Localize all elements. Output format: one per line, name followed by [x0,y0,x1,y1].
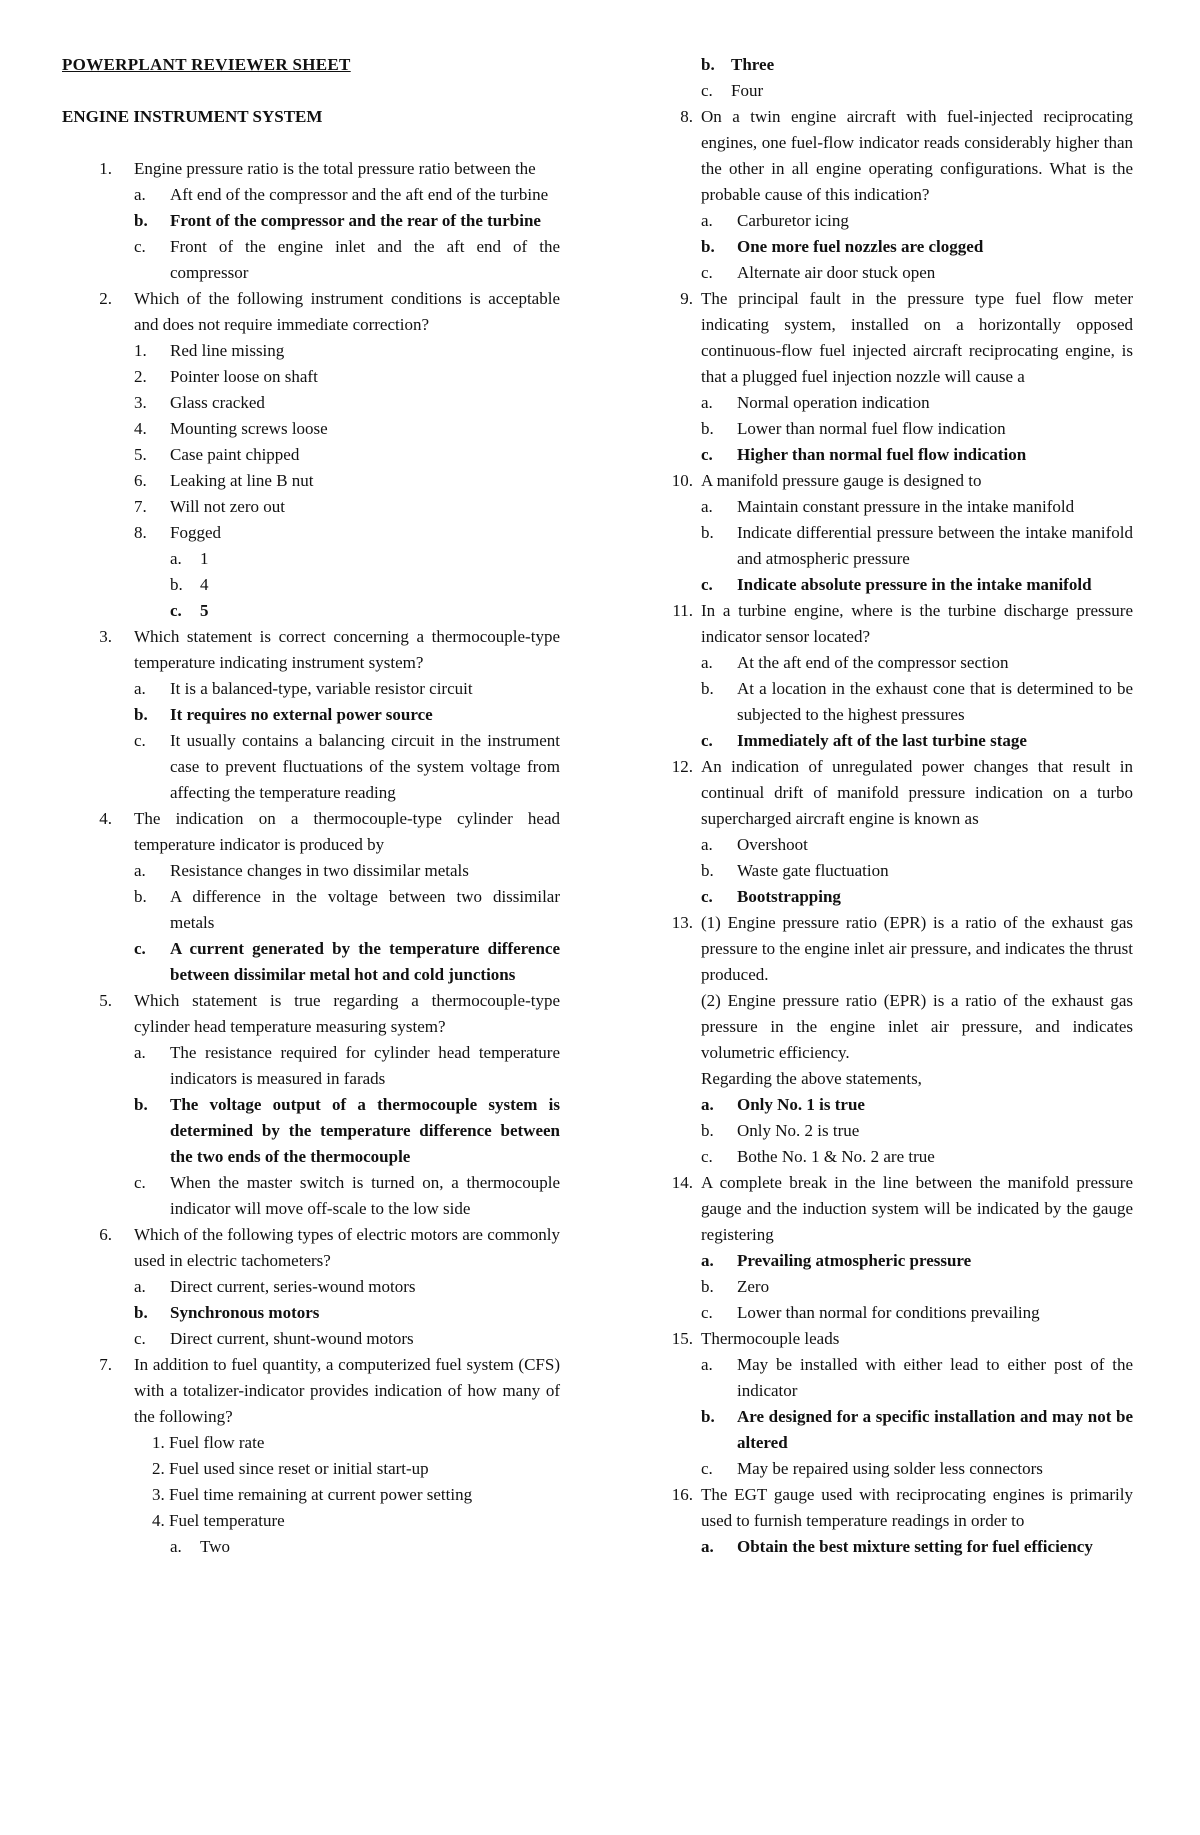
option-letter: c. [701,445,713,464]
option-text: Three [731,55,775,74]
option-letter: c. [134,1173,146,1192]
option-text: Bothe No. 1 & No. 2 are true [737,1147,935,1166]
option-letter: b. [701,419,714,438]
question-15 [665,1326,1133,1352]
option-text: Direct current, shunt-wound motors [170,1329,414,1348]
option-letter: c. [701,263,713,282]
option-letter: c. [701,1459,713,1478]
option-letter: b. [701,1277,714,1296]
question-9 [665,286,1133,390]
question-number: 15. [671,1329,693,1348]
option-letter: b. [701,679,714,698]
option-text: May be repaired using solder less connectors [737,1459,1043,1478]
option-a [665,1352,1133,1404]
option-text: At a location in the exhaust cone that is determined to be subjected to the highest pressures [737,679,1133,724]
option-c-correct [62,936,560,988]
option-letter: c. [134,237,146,256]
option-b [665,1118,1133,1144]
totalizer-item [62,1482,560,1508]
option-text: The resistance required for cylinder head temperature indicators is measured in farads [170,1043,560,1088]
option-a [665,208,1133,234]
option-text: A difference in the voltage between two dissimilar metals [170,887,560,932]
option-b-correct [665,52,1133,78]
question-16 [665,1482,1133,1534]
item-number: 7. [134,497,147,516]
question-number: 6. [99,1225,112,1244]
item-number: 5. [134,445,147,464]
option-c [62,1170,560,1222]
option-b-correct [62,208,560,234]
question-number: 8. [680,107,693,126]
totalizer-item [62,1508,560,1534]
option-letter: a. [134,1277,146,1296]
option-a [62,676,560,702]
question-text: In addition to fuel quantity, a computerized fuel system (CFS) with a totalizer-indicator provides indication of how many of the following? [134,1355,560,1426]
option-c [665,1144,1133,1170]
right-column [665,52,1133,1560]
condition-item [62,364,560,390]
question-7 [62,1352,560,1430]
question-number: 14. [671,1173,693,1192]
option-b [665,520,1133,572]
option-text: Normal operation indication [737,393,930,412]
option-letter: b. [134,887,147,906]
question-14 [665,1170,1133,1248]
option-a-correct [665,1248,1133,1274]
question-12 [665,754,1133,832]
question-text: Which of the following instrument conditions is acceptable and does not require immediate correction? [134,289,560,334]
question-number: 12. [671,757,693,776]
option-text: Synchronous motors [170,1303,320,1322]
option-c [62,728,560,806]
option-text: Zero [737,1277,770,1296]
condition-item [62,494,560,520]
question-10 [665,468,1133,494]
option-letter: b. [134,705,148,724]
option-letter: c. [134,1329,146,1348]
option-text: Prevailing atmospheric pressure [737,1251,972,1270]
option-letter: c. [134,939,146,958]
option-c [62,234,560,286]
document-title: POWERPLANT REVIEWER SHEET [62,55,351,74]
option-text: 1 [200,549,209,568]
item-text: Glass cracked [170,393,265,412]
option-text: May be installed with either lead to either post of the indicator [737,1355,1133,1400]
option-letter: b. [701,55,715,74]
option-text: Front of the compressor and the rear of the turbine [170,211,541,230]
item-text: Mounting screws loose [170,419,328,438]
option-a [665,390,1133,416]
option-letter: c. [701,575,713,594]
question-statement-2: (2) Engine pressure ratio (EPR) is a ratio of the exhaust gas pressure in the engine inlet air pressure, and indicates volumetric efficiency. [701,991,1133,1062]
question-text: The EGT gauge used with reciprocating engines is primarily used to furnish temperature readings in order to [701,1485,1133,1530]
totalizer-item [62,1430,560,1456]
option-a-correct [665,1092,1133,1118]
option-letter: b. [134,1095,148,1114]
option-text: Resistance changes in two dissimilar metals [170,861,469,880]
option-a [62,1534,560,1560]
option-letter: b. [134,1303,148,1322]
option-letter: a. [170,549,182,568]
option-text: Bootstrapping [737,887,841,906]
option-letter: c. [701,887,713,906]
question-11 [665,598,1133,650]
question-text: A complete break in the line between the manifold pressure gauge and the induction system will be indicated by the gauge registering [701,1173,1133,1244]
option-b [665,416,1133,442]
question-1 [62,156,560,182]
question-number: 10. [671,471,693,490]
option-letter: b. [701,1407,715,1426]
item-text: 3. Fuel time remaining at current power setting [152,1485,473,1504]
option-c-correct [665,572,1133,598]
option-letter: a. [701,393,713,412]
option-c [62,1326,560,1352]
option-c-correct [665,884,1133,910]
option-text: Only No. 2 is true [737,1121,860,1140]
option-letter: a. [701,497,713,516]
option-b [62,884,560,936]
option-text: Obtain the best mixture setting for fuel efficiency [737,1537,1093,1556]
question-number: 11. [672,601,693,620]
question-number: 4. [99,809,112,828]
option-a [62,858,560,884]
option-letter: a. [701,835,713,854]
question-number: 3. [99,627,112,646]
option-text: It requires no external power source [170,705,433,724]
question-text: (1) Engine pressure ratio (EPR) is a ratio of the exhaust gas pressure to the engine inlet air pressure, and indicates the thrust produced. [701,913,1133,984]
question-text: Engine pressure ratio is the total pressure ratio between the [134,159,536,178]
option-text: Lower than normal fuel flow indication [737,419,1006,438]
option-letter: a. [701,1251,714,1270]
option-text: Direct current, series-wound motors [170,1277,416,1296]
option-letter: a. [134,861,146,880]
option-letter: a. [701,653,713,672]
option-letter: a. [701,1537,714,1556]
option-text: Are designed for a specific installation and may not be altered [737,1407,1133,1452]
item-text: 2. Fuel used since reset or initial start-up [152,1459,429,1478]
option-letter: c. [701,731,713,750]
option-b-correct [62,1300,560,1326]
item-number: 3. [134,393,147,412]
option-a [665,650,1133,676]
question-3 [62,624,560,676]
condition-item [62,390,560,416]
item-text: 4. Fuel temperature [152,1511,285,1530]
question-4 [62,806,560,858]
option-a [62,1040,560,1092]
question-text: The indication on a thermocouple-type cylinder head temperature indicator is produced by [134,809,560,854]
option-c-correct [665,442,1133,468]
question-number: 5. [99,991,112,1010]
option-letter: c. [701,81,713,100]
option-b [62,572,560,598]
question-text: Which of the following types of electric motors are commonly used in electric tachometers? [134,1225,560,1270]
option-letter: b. [134,211,148,230]
item-number: 8. [134,523,147,542]
option-text: One more fuel nozzles are clogged [737,237,984,256]
question-text: The principal fault in the pressure type fuel flow meter indicating system, installed on a horizontally opposed continuous-flow fuel injected aircraft reciprocating engine, is that a plugged fuel injection nozzle will cause a [701,289,1133,386]
item-text: 1. Fuel flow rate [152,1433,265,1452]
item-text: Will not zero out [170,497,285,516]
option-b-correct [62,702,560,728]
question-text: Which statement is true regarding a thermocouple-type cylinder head temperature measuring system? [134,991,560,1036]
option-b [665,676,1133,728]
option-b-correct [665,1404,1133,1456]
option-letter: a. [701,1355,713,1374]
question-number: 13. [671,913,693,932]
option-text: Four [731,81,764,100]
question-text: In a turbine engine, where is the turbine discharge pressure indicator sensor located? [701,601,1133,646]
option-c [665,78,1133,104]
option-letter: b. [701,861,714,880]
option-text: Immediately aft of the last turbine stage [737,731,1027,750]
option-a [62,182,560,208]
question-prompt: Regarding the above statements, [701,1069,922,1088]
option-letter: b. [170,575,183,594]
option-text: It usually contains a balancing circuit in the instrument case to prevent fluctuations of the system voltage from affecting the temperature reading [170,731,560,802]
option-letter: c. [170,601,182,620]
option-text: Carburetor icing [737,211,849,230]
option-b [665,858,1133,884]
option-c-correct [665,728,1133,754]
option-text: Higher than normal fuel flow indication [737,445,1027,464]
item-text: Fogged [170,523,221,542]
question-text: On a twin engine aircraft with fuel-injected reciprocating engines, one fuel-flow indicator reads considerably higher than the other in all engine operating configurations. What is the probable cause of this indication? [701,107,1133,204]
option-a [62,546,560,572]
question-text: Which statement is correct concerning a thermocouple-type temperature indicating instrument system? [134,627,560,672]
option-c-correct [62,598,560,624]
option-letter: a. [134,679,146,698]
condition-item [62,442,560,468]
option-text: Two [200,1537,230,1556]
option-c [665,260,1133,286]
option-text: 5 [200,601,209,620]
option-letter: a. [701,211,713,230]
item-text: Pointer loose on shaft [170,367,318,386]
question-number: 7. [99,1355,112,1374]
option-text: Only No. 1 is true [737,1095,865,1114]
item-number: 6. [134,471,147,490]
option-text: At the aft end of the compressor section [737,653,1009,672]
option-text: Overshoot [737,835,808,854]
option-letter: a. [701,1095,714,1114]
section-title: ENGINE INSTRUMENT SYSTEM [62,107,323,126]
option-a [62,1274,560,1300]
option-text: Alternate air door stuck open [737,263,936,282]
option-text: Lower than normal for conditions prevailing [737,1303,1040,1322]
question-number: 16. [671,1485,693,1504]
option-letter: a. [134,185,146,204]
option-text: The voltage output of a thermocouple system is determined by the temperature difference between the two ends of the thermocouple [170,1095,560,1166]
option-letter: b. [701,1121,714,1140]
question-2 [62,286,560,338]
option-text: Front of the engine inlet and the aft end of the compressor [170,237,560,282]
option-text: Aft end of the compressor and the aft end of the turbine [170,185,549,204]
item-number: 4. [134,419,147,438]
left-column [62,52,560,1560]
option-text: Indicate differential pressure between the intake manifold and atmospheric pressure [737,523,1133,568]
option-a [665,494,1133,520]
item-text: Leaking at line B nut [170,471,314,490]
option-letter: c. [134,731,146,750]
option-a-correct [665,1534,1133,1560]
item-text: Case paint chipped [170,445,300,464]
condition-item [62,338,560,364]
option-text: Waste gate fluctuation [737,861,889,880]
option-letter: a. [170,1537,182,1556]
item-number: 2. [134,367,147,386]
question-13 [665,910,1133,988]
option-letter: a. [134,1043,146,1062]
option-text: When the master switch is turned on, a thermocouple indicator will move off-scale to the low side [170,1173,560,1218]
question-number: 2. [99,289,112,308]
item-text: Red line missing [170,341,285,360]
option-c [665,1300,1133,1326]
option-text: Indicate absolute pressure in the intake manifold [737,575,1092,594]
option-c [665,1456,1133,1482]
option-letter: b. [701,237,715,256]
condition-item [62,468,560,494]
option-letter: b. [701,523,714,542]
option-b-correct [665,234,1133,260]
question-5 [62,988,560,1040]
condition-item [62,520,560,546]
question-text: An indication of unregulated power changes that result in continual drift of manifold pressure indication on a turbo supercharged aircraft engine is known as [701,757,1133,828]
question-number: 1. [99,159,112,178]
option-letter: c. [701,1303,713,1322]
totalizer-item [62,1456,560,1482]
option-b-correct [62,1092,560,1170]
option-text: 4 [200,575,209,594]
option-b [665,1274,1133,1300]
question-6 [62,1222,560,1274]
question-number: 9. [680,289,693,308]
question-text: Thermocouple leads [701,1329,840,1348]
question-8 [665,104,1133,208]
option-letter: c. [701,1147,713,1166]
question-text: A manifold pressure gauge is designed to [701,471,982,490]
option-text: Maintain constant pressure in the intake manifold [737,497,1075,516]
item-number: 1. [134,341,147,360]
condition-item [62,416,560,442]
option-a [665,832,1133,858]
option-text: A current generated by the temperature difference between dissimilar metal hot and cold junctions [170,939,560,984]
option-text: It is a balanced-type, variable resistor circuit [170,679,473,698]
